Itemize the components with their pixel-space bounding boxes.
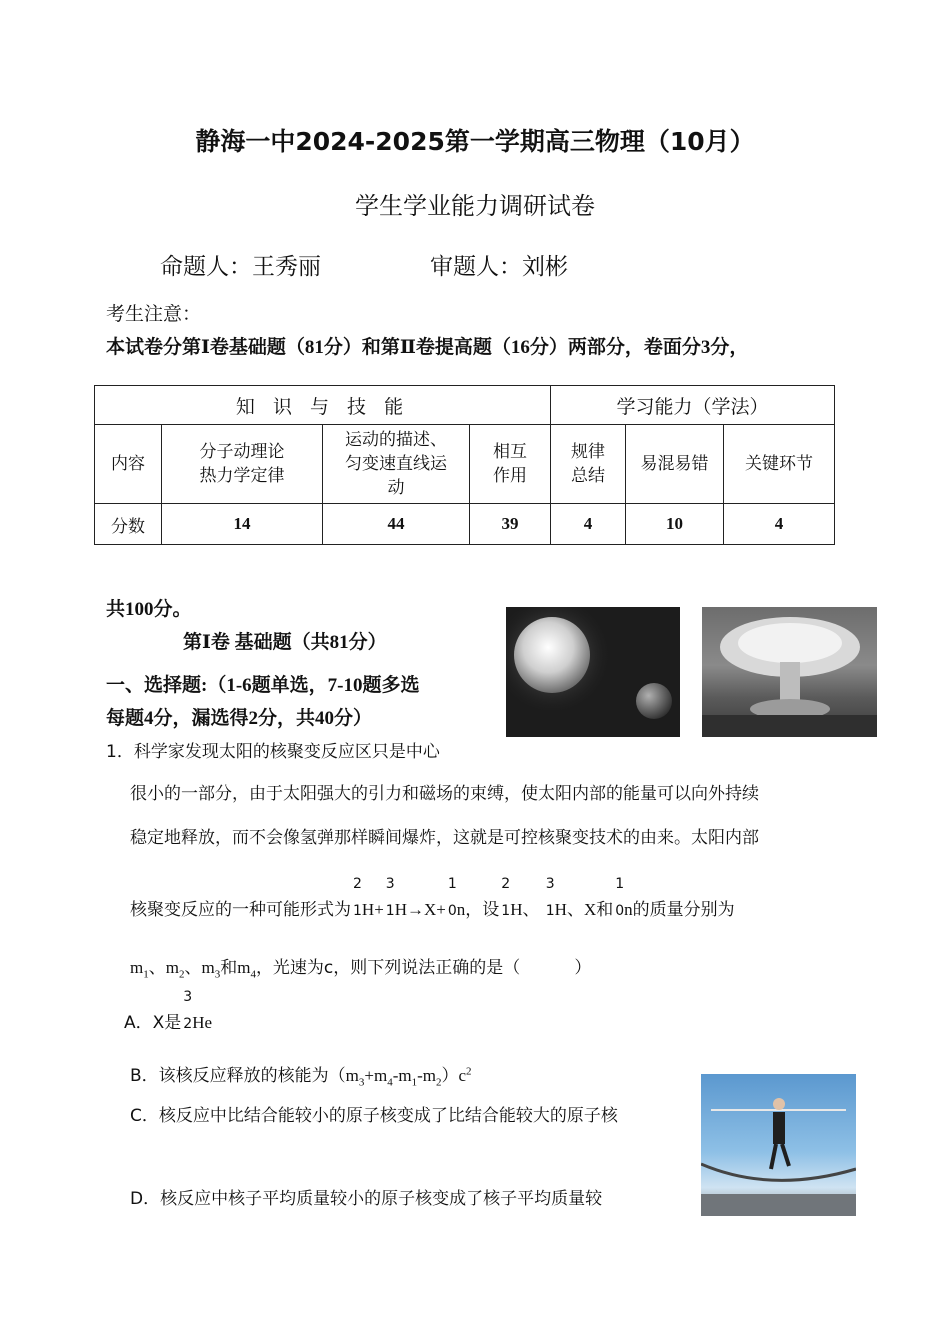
exam-title-line1: 静海一中2024-2025第一学期高三物理（10月） xyxy=(195,127,755,156)
table-header-learning: 学习能力（学法） xyxy=(551,386,835,425)
table-cell: 运动的描述、 匀变速直线运 动 xyxy=(323,425,470,504)
question-1-masses-line: $m_1$、$m_2$、$m_3$和$m_4$，光速为c，则下列说法正确的是（ ） xyxy=(130,958,592,981)
option-a[interactable]: A．X是 3 2He xyxy=(124,989,213,1033)
exam-title-line2: 学生学业能力调研试卷 xyxy=(355,192,595,220)
mushroom-cloud-image xyxy=(702,607,877,737)
section-heading-line1: 一、选择题:（1-6题单选，7-10题多选 xyxy=(106,675,420,696)
question-1-line2: 很小的一部分，由于太阳强大的引力和磁场的束缚，使太阳内部的能量可以向外持续 xyxy=(130,784,759,804)
tightrope-walker-image xyxy=(701,1074,856,1216)
option-d[interactable]: D．核反应中核子平均质量较小的原子核变成了核子平均质量较 xyxy=(130,1189,603,1209)
notice-label: 考生注意： xyxy=(106,303,202,325)
part1-title: 第Ⅰ卷 基础题（共81分） xyxy=(183,632,387,653)
table-cell: 分子动理论 热力学定律 xyxy=(162,425,323,504)
score-table xyxy=(94,385,835,545)
row-label-score: 分数 xyxy=(95,504,162,545)
section-heading-line2: 每题4分，漏选得2分，共40分） xyxy=(106,708,373,729)
notice-continuation: 共100分。 xyxy=(106,599,192,620)
score-value: 10 xyxy=(626,504,724,545)
notice-text: 本试卷分第Ⅰ卷基础题（81分）和第Ⅱ卷提高题（16分）两部分，卷面分3分， xyxy=(106,337,749,358)
table-cell: 关键环节 xyxy=(724,425,835,504)
sun-and-planet-image xyxy=(506,607,680,737)
question-1-line1: 1．科学家发现太阳的核聚变反应区只是中心 xyxy=(106,742,440,762)
author: 命题人：王秀丽 xyxy=(160,254,321,280)
authors-line xyxy=(160,248,568,281)
table-cell: 相互 作用 xyxy=(470,425,551,504)
score-value: 4 xyxy=(724,504,835,545)
table-row-score xyxy=(95,504,835,545)
reviewer: 审题人：刘彬 xyxy=(430,254,568,280)
table-row-content xyxy=(95,425,835,504)
table-header-knowledge: 知 识 与 技 能 xyxy=(95,386,551,425)
score-value: 4 xyxy=(551,504,626,545)
row-label-content: 内容 xyxy=(95,425,162,504)
score-value: 39 xyxy=(470,504,551,545)
table-cell: 规律 总结 xyxy=(551,425,626,504)
question-1-equation-line: 核聚变反应的一种可能形式为 2 1H+ 3 1H→X+ 1 0n，设 2 1H、 3 1H、X和 1 0n的质量分别为 xyxy=(130,876,735,920)
option-b[interactable]: B．该核反应释放的核能为$(m_3+m_4-m_1-m_2)c^2$ xyxy=(130,1065,472,1089)
score-value: 44 xyxy=(323,504,470,545)
option-c[interactable]: C．核反应中比结合能较小的原子核变成了比结合能较大的原子核 xyxy=(130,1106,618,1126)
score-value: 14 xyxy=(162,504,323,545)
table-cell: 易混易错 xyxy=(626,425,724,504)
question-1-line3: 稳定地释放，而不会像氢弹那样瞬间爆炸，这就是可控核聚变技术的由来。太阳内部 xyxy=(130,828,759,848)
